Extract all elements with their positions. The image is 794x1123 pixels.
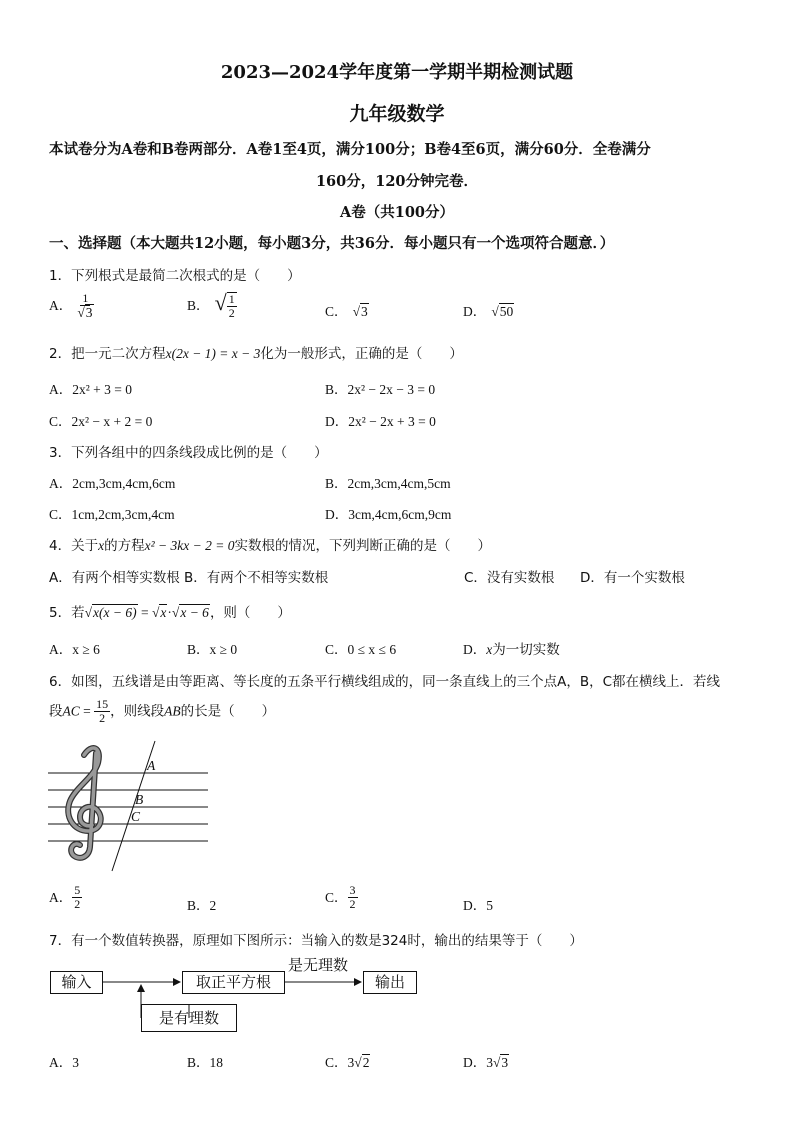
q4-option-a: A．有两个相等实数根 xyxy=(49,570,180,586)
denominator: 2 xyxy=(99,711,106,725)
option-letter: C． xyxy=(325,304,348,319)
q3-option-a: A．2cm,3cm,4cm,6cm xyxy=(49,476,176,491)
fraction xyxy=(77,292,93,319)
sqrt: √x(x − 6) xyxy=(84,605,137,620)
intro-line-1: 本试卷分为A卷和B卷两部分．A卷1至4页，满分100分；B卷4至6页，满分60分．全卷满分 xyxy=(49,141,651,158)
q1-option-d xyxy=(463,300,514,320)
sqrt: √3 xyxy=(352,304,368,319)
q6-option-b: B．2 xyxy=(187,898,217,913)
intro-line-2: 160分，120分钟完卷． xyxy=(315,173,479,190)
sqrt: √50 xyxy=(491,304,514,319)
q5-option-d xyxy=(463,638,560,658)
option-letter: A． xyxy=(49,890,73,905)
question-6-stem-line2 xyxy=(49,698,275,725)
flow-box-input: 输入 xyxy=(50,971,103,994)
sqrt: √3 xyxy=(493,1055,509,1070)
stem-text: 段 xyxy=(49,703,63,720)
fraction xyxy=(94,698,110,725)
radicand: 2 xyxy=(362,1055,370,1070)
numerator: 15 xyxy=(96,697,109,711)
segment-label: AB xyxy=(164,703,181,719)
question-6-stem: 6．如图，五线谱是由等距离、等长度的五条平行横线组成的，同一条直线上的三个点A，B，C都在横线上．若线 xyxy=(49,674,721,690)
q4-option-b: B．有两个不相等实数根 xyxy=(184,570,329,586)
stem-text: 化为一般形式，正确的是（ ） xyxy=(260,346,463,362)
numerator: 1 xyxy=(82,291,89,305)
stem-text: 2．把一元二次方程 xyxy=(49,346,166,362)
stem-text: 的方程 xyxy=(104,538,145,554)
variable: x xyxy=(98,538,105,553)
denominator: 2 xyxy=(349,897,356,911)
option-letter: D． xyxy=(463,304,487,319)
denominator: 2 xyxy=(228,305,235,320)
q7-option-d xyxy=(463,1051,509,1071)
point-label-b: B xyxy=(135,792,144,807)
exam-subject: 九年级数学 xyxy=(349,103,445,125)
question-2-stem xyxy=(49,342,463,362)
option-letter: D． xyxy=(463,642,487,657)
denominator: 2 xyxy=(74,897,81,911)
part1-title: 一、选择题（本大题共12小题，每小题3分，共36分．每小题只有一个选项符合题意．） xyxy=(49,235,615,252)
numerator: 1 xyxy=(228,291,235,306)
radicand: x xyxy=(160,605,167,620)
q6-option-c xyxy=(325,884,358,911)
sqrt: √3 xyxy=(77,305,93,320)
question-4-stem xyxy=(49,534,491,554)
q2-option-d: D．2x² − 2x + 3 = 0 xyxy=(325,414,436,429)
stem-text: 的长是（ ） xyxy=(180,703,276,720)
sqrt: √2 xyxy=(354,1055,370,1070)
equals-sign: = xyxy=(79,703,95,719)
q4-option-c: C．没有实数根 xyxy=(464,570,555,586)
q2-option-c: C．2x² − x + 2 = 0 xyxy=(49,414,153,429)
radicand: x(x − 6) xyxy=(93,605,137,620)
q6-option-a xyxy=(49,884,82,911)
flow-box-sqrt: 取正平方根 xyxy=(182,971,285,994)
flow-box-output: 输出 xyxy=(363,971,417,994)
option-text: 为一切实数 xyxy=(492,642,560,658)
option-letter: B． xyxy=(187,298,210,313)
stem-text: 实数根的情况，下列判断正确的是（ ） xyxy=(234,538,491,554)
q2-option-a: A．2x² + 3 = 0 xyxy=(49,382,133,397)
q2-option-b: B．2x² − 2x − 3 = 0 xyxy=(325,382,436,397)
q7-option-a: A．3 xyxy=(49,1055,79,1070)
segment-label: AC xyxy=(62,703,80,719)
radicand: 3 xyxy=(85,305,93,320)
dot-operator: · xyxy=(167,605,172,620)
q1-option-b xyxy=(187,290,237,320)
q3-option-b: B．2cm,3cm,4cm,5cm xyxy=(325,476,451,491)
equation: x(2x − 1) = x − 3 xyxy=(165,346,261,361)
q4-option-d: D．有一个实数根 xyxy=(580,570,685,586)
variable: x xyxy=(486,642,493,657)
fraction xyxy=(227,292,237,320)
sqrt: √ xyxy=(214,290,227,315)
q3-option-c: C．1cm,2cm,3cm,4cm xyxy=(49,507,175,522)
equals-sign: = xyxy=(137,605,152,620)
label-irrational: 是无理数 xyxy=(288,956,349,974)
radicand: 3 xyxy=(501,1055,509,1070)
question-3-stem: 3．下列各组中的四条线段成比例的是（ ） xyxy=(49,445,328,461)
stem-text: 4．关于 xyxy=(49,538,99,554)
question-1-stem: 1．下列根式是最简二次根式的是（ ） xyxy=(49,268,301,284)
flow-box-rational: 是有理数 xyxy=(141,1004,237,1032)
q7-option-b: B．18 xyxy=(187,1055,224,1070)
fraction xyxy=(72,884,82,911)
q6-option-d: D．5 xyxy=(463,898,493,913)
section-title: A卷（共100分） xyxy=(339,204,455,221)
q1-option-c xyxy=(325,300,369,320)
option-text: D．3 xyxy=(463,1055,493,1070)
point-label-c: C xyxy=(131,809,141,824)
q1-option-a xyxy=(49,292,94,319)
q5-option-b: B．x ≥ 0 xyxy=(187,642,238,657)
option-text: C．3 xyxy=(325,1055,355,1070)
staff-lines xyxy=(48,773,208,841)
equation: x² − 3kx − 2 = 0 xyxy=(144,538,235,553)
numerator: 5 xyxy=(74,883,81,897)
radicand: x − 6 xyxy=(180,605,209,620)
question-5-stem xyxy=(49,601,291,621)
question-7-stem: 7．有一个数值转换器，原理如下图所示：当输入的数是324时，输出的结果等于（ ） xyxy=(49,933,583,949)
option-letter: A． xyxy=(49,298,73,313)
sqrt: √x xyxy=(151,605,167,620)
exam-title: 2023—2024学年度第一学期半期检测试题 xyxy=(220,62,574,83)
q5-option-c: C．0 ≤ x ≤ 6 xyxy=(325,642,397,657)
option-letter: C． xyxy=(325,890,348,905)
fraction xyxy=(348,884,358,911)
stem-text: ，则（ ） xyxy=(209,605,291,621)
point-label-a: A xyxy=(147,758,156,773)
numerator: 3 xyxy=(349,883,356,897)
q3-option-d: D．3cm,4cm,6cm,9cm xyxy=(325,507,452,522)
q5-option-a: A．x ≥ 6 xyxy=(49,642,100,657)
radicand: 3 xyxy=(361,304,368,319)
radicand: 50 xyxy=(499,304,514,319)
stem-text: ，则线段 xyxy=(110,703,165,720)
stem-text: 5．若 xyxy=(49,605,85,621)
q7-option-c xyxy=(325,1051,370,1071)
flow-arrows xyxy=(40,960,440,1040)
sqrt: √x − 6 xyxy=(171,605,209,620)
